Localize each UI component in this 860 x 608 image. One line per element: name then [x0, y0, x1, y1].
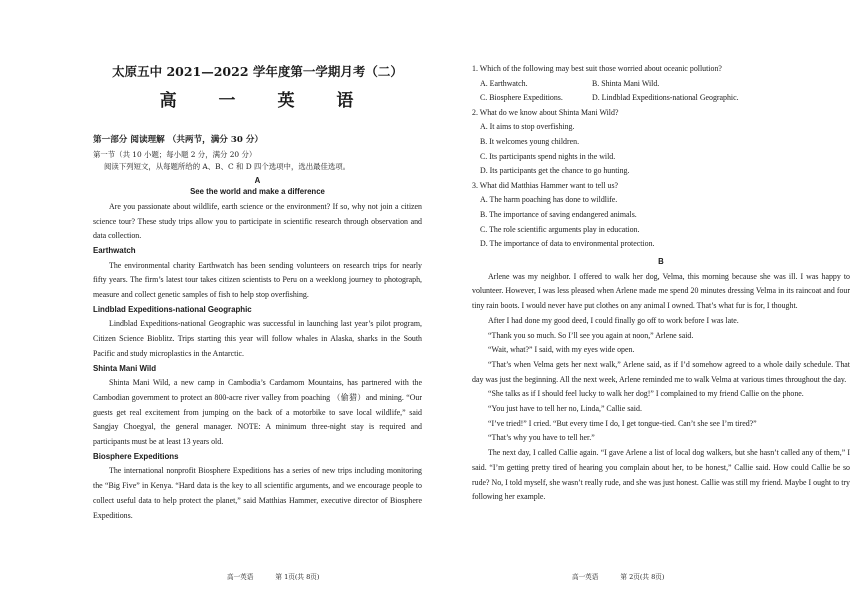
question-stem: 3. What did Matthias Hammer want to tell us?: [472, 180, 619, 190]
page-footer: [227, 571, 319, 581]
story-paragraph: “You just have to tell her no, Linda,” Callie said.: [488, 404, 642, 414]
footer-subject: 高一英语: [227, 573, 254, 581]
option: C. Its participants spend nights in the wild.: [480, 151, 616, 161]
option: A. The harm poaching has done to wildlife.: [480, 195, 618, 205]
story-paragraph: “Wait, what?” I said, with my eyes wide open.: [488, 345, 635, 355]
block-heading: Shinta Mani Wild: [93, 363, 157, 373]
story-paragraph: “That’s when Velma gets her next walk,” Arlene said, as if I’d somehow agreed to a whole daily schedule. That day was just the beginning. All the next week, Arlene reminded me to walk Velma at various times throughout the day.: [472, 359, 850, 384]
passage-letter: A: [254, 175, 261, 185]
passage-intro: Are you passionate about wildlife, earth science or the environment? If so, why not join a citizen science tour? These study trips allow you to participate in scientific research through observation and data collection.: [93, 201, 422, 241]
exam-title: 太原五中 2021—2022 学年度第一学期月考（二）: [112, 64, 403, 79]
section-heading: 第一节（共 10 小题；每小题 2 分，满分 20 分）: [93, 150, 257, 159]
footer-page-number: 第 2页(共 8页): [620, 573, 665, 581]
block-heading: Lindblad Expeditions-national Geographic: [93, 304, 252, 314]
option: B. The importance of saving endangered animals.: [480, 209, 637, 219]
instructions: 阅读下列短文，从每题所给的 A、B、C 和 D 四个选项中，选出最佳选项。: [104, 162, 351, 172]
subject-title: 高 一 英 语: [159, 91, 372, 111]
story-paragraph: Arlene was my neighbor. I offered to walk her dog, Velma, this morning because she was ill. I was happy to volunteer. However, I was less pleased when Arlene made me spend 20 minutes dressing Velma in its raincoat and four tiny rain boots. I would never have put clothes on any animal I owned. That’s what fur is for, I thought.: [472, 271, 850, 311]
story-paragraph: The next day, I called Callie again. “I gave Arlene a list of local dog walkers, but she hasn’t called any of them,” I said. “I’m getting pretty tired of hearing you complain about her, to be honest,” Callie said. How could Callie be so rude? No, I told myself, she wasn’t really rude, and she was just honest. Callie was still my friend. Maybe I ought to try following her example.: [472, 448, 850, 502]
question-stem: 1. Which of the following may best suit those worried about oceanic pollution?: [472, 64, 722, 73]
footer-subject: 高一英语: [572, 573, 599, 581]
option: A. Earthwatch.: [480, 78, 528, 88]
option-row: [472, 77, 850, 92]
footer-page-number: 第 1页(共 8页): [275, 573, 320, 581]
right-page: [430, 0, 860, 608]
page-footer: [572, 571, 664, 581]
block-heading: Earthwatch: [93, 245, 136, 255]
block-text: The environmental charity Earthwatch has been sending volunteers on research trips for nearly fifty years. The firm’s latest tour takes citizen scientists to Peru on a weeklong journey to photograph, measure and collect genetic samples of fish to help stop overfishing.: [93, 260, 422, 300]
passage-letter: B: [658, 256, 664, 266]
option: A. It aims to stop overfishing.: [480, 122, 575, 132]
option: D. Its participants get the chance to go hunting.: [480, 166, 630, 176]
story-paragraph: “Thank you so much. So I’ll see you again at noon,” Arlene said.: [488, 330, 694, 340]
part-heading: 第一部分 阅读理解 （共两节，满分 30 分）: [93, 135, 264, 145]
option: C. Biosphere Expeditions.: [480, 93, 563, 103]
option: D. The importance of data to environmental protection.: [480, 239, 655, 249]
option: D. Lindblad Expeditions-national Geographic.: [592, 93, 739, 103]
story-paragraph: After I had done my good deed, I could finally go off to work before I was late.: [488, 315, 739, 325]
option: B. It welcomes young children.: [480, 136, 580, 146]
question-stem: 2. What do we know about Shinta Mani Wild?: [472, 107, 619, 117]
block-text: The international nonprofit Biosphere Expeditions has a series of new trips including monitoring the “Big Five” in Kenya. “Hard data is the key to all scientific arguments, and we encourage people to collect useful data to help protect the planet,” said Matthias Hammer, executive director of Biosphere Expeditions.: [93, 466, 422, 520]
story-paragraph: “That’s why you have to tell her.”: [488, 433, 595, 443]
option: C. The role scientific arguments play in education.: [480, 224, 640, 234]
block-text: Lindblad Expeditions-national Geographic was successful in launching last year’s pilot program, Citizen Science Bioblitz. Trips starting this year will follow whales in Alaska, sharks in the South Pacific and study microplastics in the Antarctic.: [93, 319, 422, 358]
passage-title: See the world and make a difference: [190, 186, 325, 196]
block-heading: Biosphere Expeditions: [93, 451, 179, 461]
story-paragraph: “She talks as if I should feel lucky to walk her dog!” I complained to my friend Callie on the phone.: [488, 389, 804, 399]
block-text: Shinta Mani Wild, a new camp in Cambodia’s Cardamom Mountains, has partnered with the Cambodian government to protect an 800-acre river valley from poaching （偷猎）and mining. “Our guests get real excitement from jumping on the back of a motorbike to save local wildlife,” said Sangjay Choegyal, the general manager. NOTE: A minimum three-night stay is required and participants must be at least 13 years old.: [93, 378, 422, 447]
option-row: [472, 91, 850, 106]
option: B. Shinta Mani Wild.: [592, 78, 660, 88]
story-paragraph: “I’ve tried!” I cried. “But every time I do, I get tongue-tied. Can’t she see I’m tired?”: [488, 418, 757, 428]
